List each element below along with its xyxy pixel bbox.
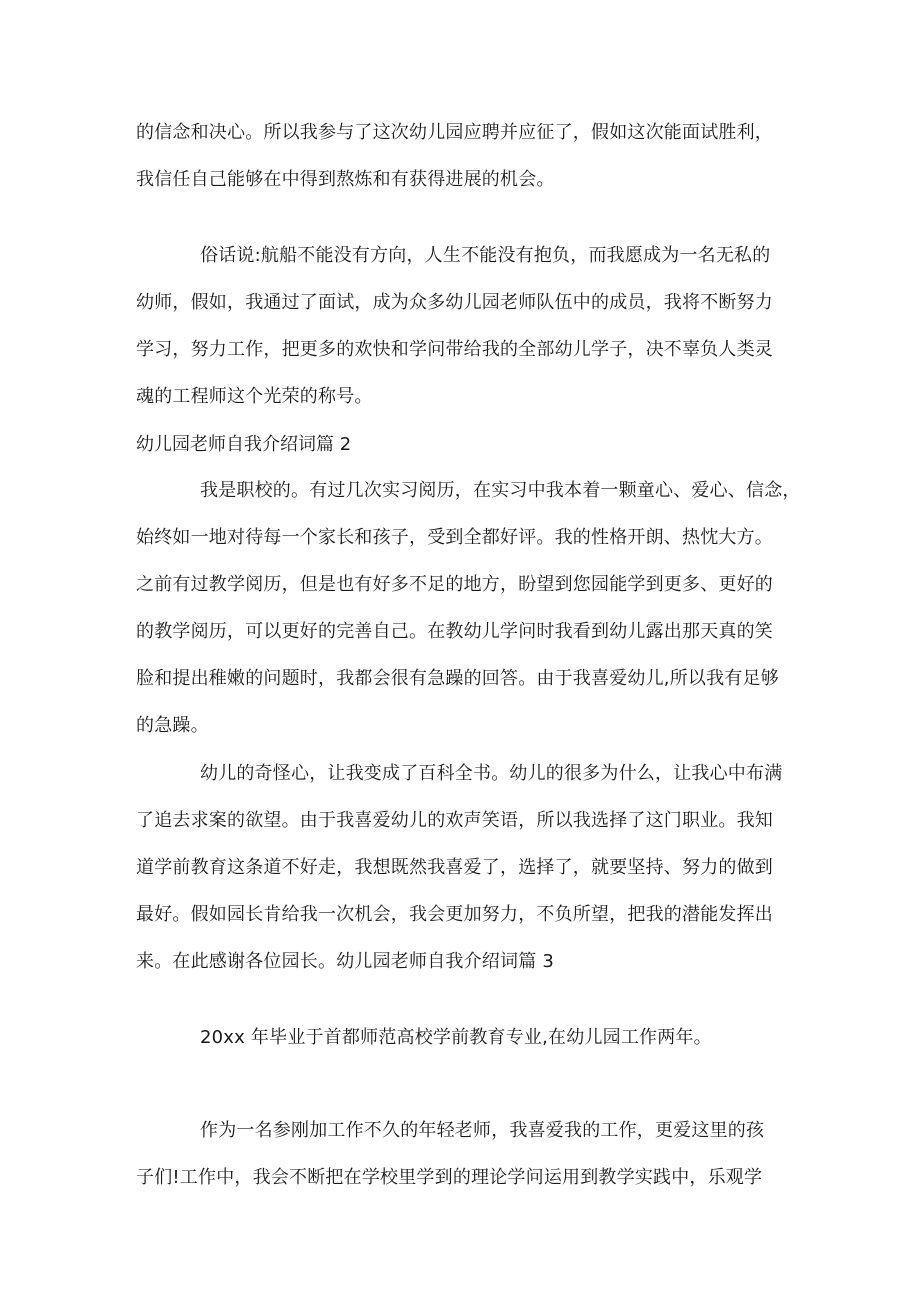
paragraph-6-line-2: 子们!工作中，我会不断把在学校里学到的理论学问运用到教学实践中，乐观学 <box>136 1167 763 1188</box>
paragraph-3-line-2: 始终如一地对待每一个家长和孩子，受到全都好评。我的性格开朗、热忱大方。 <box>136 527 773 548</box>
paragraph-4-line-3: 道学前教育这条道不好走，我想既然我喜爱了，选择了，就要坚持、努力的做到 <box>136 857 773 878</box>
paragraph-6-line-1: 作为一名参刚加工作不久的年轻老师，我喜爱我的工作，更爱这里的孩 <box>200 1120 765 1141</box>
paragraph-1-line-1: 的信念和决心。所以我参与了这次幼儿园应聘并应征了，假如这次能面试胜利， <box>136 122 773 143</box>
paragraph-3-line-1: 我是职校的。有过几次实习阅历，在实习中我本着一颗童心、爱心、信念， <box>200 480 801 501</box>
paragraph-2-line-1: 俗话说:航船不能没有方向，人生不能没有抱负，而我愿成为一名无私的 <box>200 245 771 266</box>
paragraph-3-line-5: 脸和提出稚嫩的问题时，我都会很有急躁的回答。由于我喜爱幼儿,所以我有足够 <box>136 668 779 689</box>
paragraph-2-line-3: 学习，努力工作，把更多的欢快和学问带给我的全部幼儿学子，决不辜负人类灵 <box>136 339 773 360</box>
paragraph-2-line-4: 魂的工程师这个光荣的称号。 <box>136 386 373 407</box>
paragraph-3-line-6: 的急躁。 <box>136 715 209 736</box>
paragraph-3-line-4: 的教学阅历，可以更好的完善自己。在教幼儿学问时我看到幼儿露出那天真的笑 <box>136 621 773 642</box>
paragraph-4-line-1: 幼儿的奇怪心，让我变成了百科全书。幼儿的很多为什么，让我心中布满 <box>200 763 783 784</box>
paragraph-4-line-5: 来。在此感谢各位园长。幼儿园老师自我介绍词篇 3 <box>136 951 554 972</box>
paragraph-1-line-2: 我信任自己能够在中得到熬炼和有获得进展的机会。 <box>136 169 555 190</box>
paragraph-3-line-3: 之前有过教学阅历，但是也有好多不足的地方，盼望到您园能学到更多、更好的 <box>136 574 773 595</box>
paragraph-4-line-2: 了追去求案的欲望。由于我喜爱幼儿的欢声笑语，所以我选择了这门职业。我知 <box>136 810 773 831</box>
section-heading-2: 幼儿园老师自我介绍词篇 2 <box>136 434 352 455</box>
paragraph-4-line-4: 最好。假如园长肯给我一次机会，我会更加努力，不负所望，把我的潜能发挥出 <box>136 904 773 925</box>
paragraph-5-line-1: 20xx 年毕业于首都师范高校学前教育专业,在幼儿园工作两年。 <box>200 1027 712 1048</box>
paragraph-2-line-2: 幼师，假如，我通过了面试，成为众多幼儿园老师队伍中的成员，我将不断努力 <box>136 292 773 313</box>
